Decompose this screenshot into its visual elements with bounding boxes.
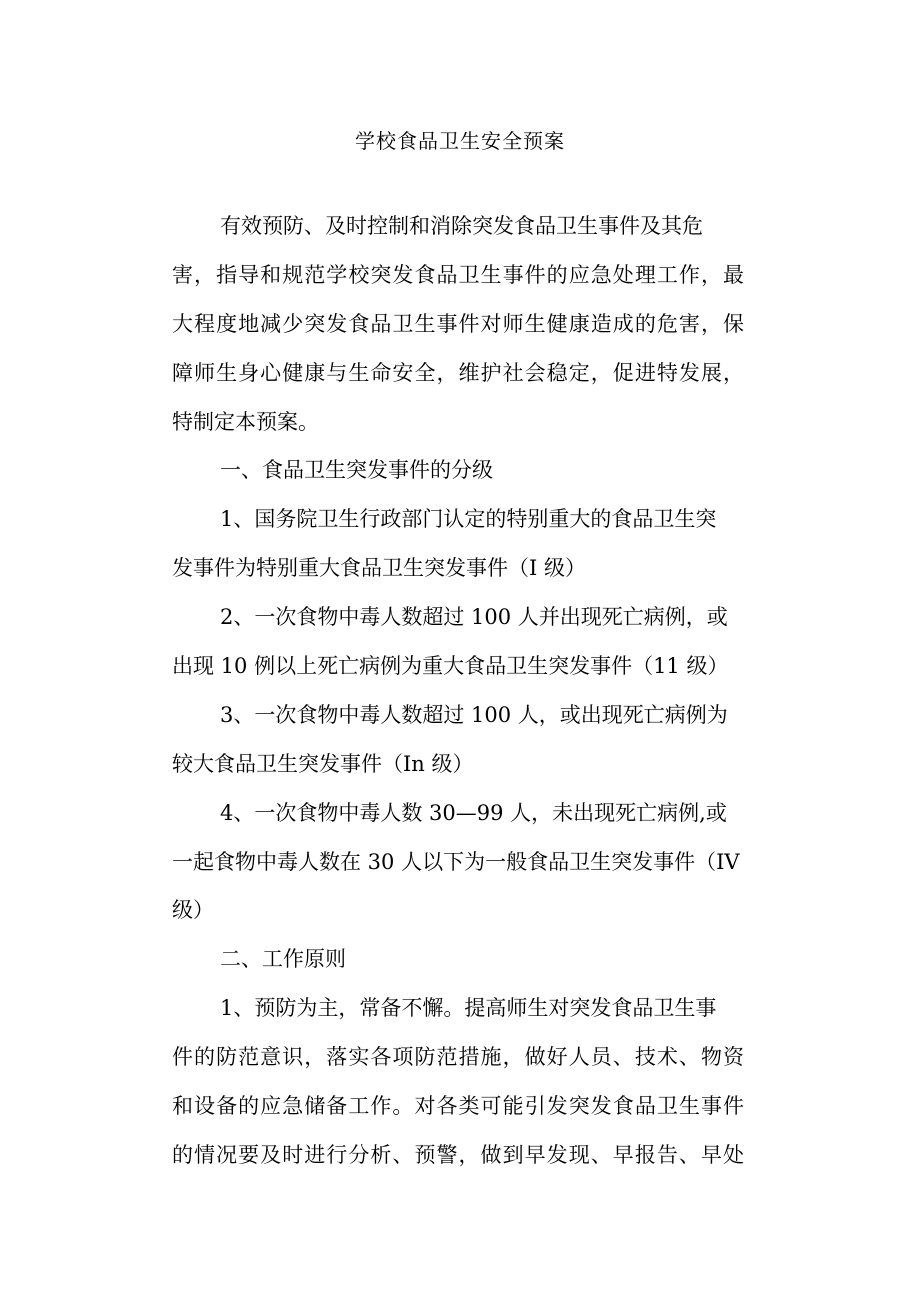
paragraph-line: 大程度地减少突发食品卫生事件对师生健康造成的危害，保 <box>172 311 744 336</box>
paragraph-line: 1、国务院卫生行政部门认定的特别重大的食品卫生突 <box>220 507 717 532</box>
paragraph-line: 和设备的应急储备工作。对各类可能引发突发食品卫生事件 <box>172 1094 744 1119</box>
document-title: 学校食品卫生安全预案 <box>355 129 565 153</box>
paragraph-line: 障师生身心健康与生命安全，维护社会稳定，促进特发展， <box>172 360 744 385</box>
paragraph-line: 级） <box>172 898 214 923</box>
paragraph-line: 1、预防为主，常备不懈。提高师生对突发食品卫生事 <box>220 996 717 1021</box>
paragraph-line: 有效预防、及时控制和消除突发食品卫生事件及其危 <box>220 214 703 238</box>
paragraph-line: 发事件为特别重大食品卫生突发事件（I 级） <box>172 556 586 581</box>
paragraph-line: 4、一次食物中毒人数 30—99 人，未出现死亡病例,或 <box>220 800 727 825</box>
paragraph-line: 2、一次食物中毒人数超过 100 人并出现死亡病例，或 <box>220 605 728 630</box>
paragraph-line: 害，指导和规范学校突发食品卫生事件的应急处理工作，最 <box>172 262 744 287</box>
paragraph-line: 一起食物中毒人数在 30 人以下为一般食品卫生突发事件（IV <box>172 849 740 874</box>
paragraph-line: 特制定本预案。 <box>172 409 319 434</box>
paragraph-line: 件的防范意识，落实各项防范措施，做好人员、技术、物资 <box>172 1045 744 1070</box>
section-heading: 二、工作原则 <box>220 947 346 972</box>
paragraph-line: 3、一次食物中毒人数超过 100 人，或出现死亡病例为 <box>220 702 728 727</box>
paragraph-line: 的情况要及时进行分析、预警，做到早发现、早报告、早处 <box>172 1142 744 1167</box>
paragraph-line: 出现 10 例以上死亡病例为重大食品卫生突发事件（11 级） <box>172 654 729 679</box>
paragraph-line: 较大食品卫生突发事件（In 级） <box>172 751 474 776</box>
document-body <box>172 202 744 1180</box>
section-heading: 一、食品卫生突发事件的分级 <box>220 458 493 483</box>
